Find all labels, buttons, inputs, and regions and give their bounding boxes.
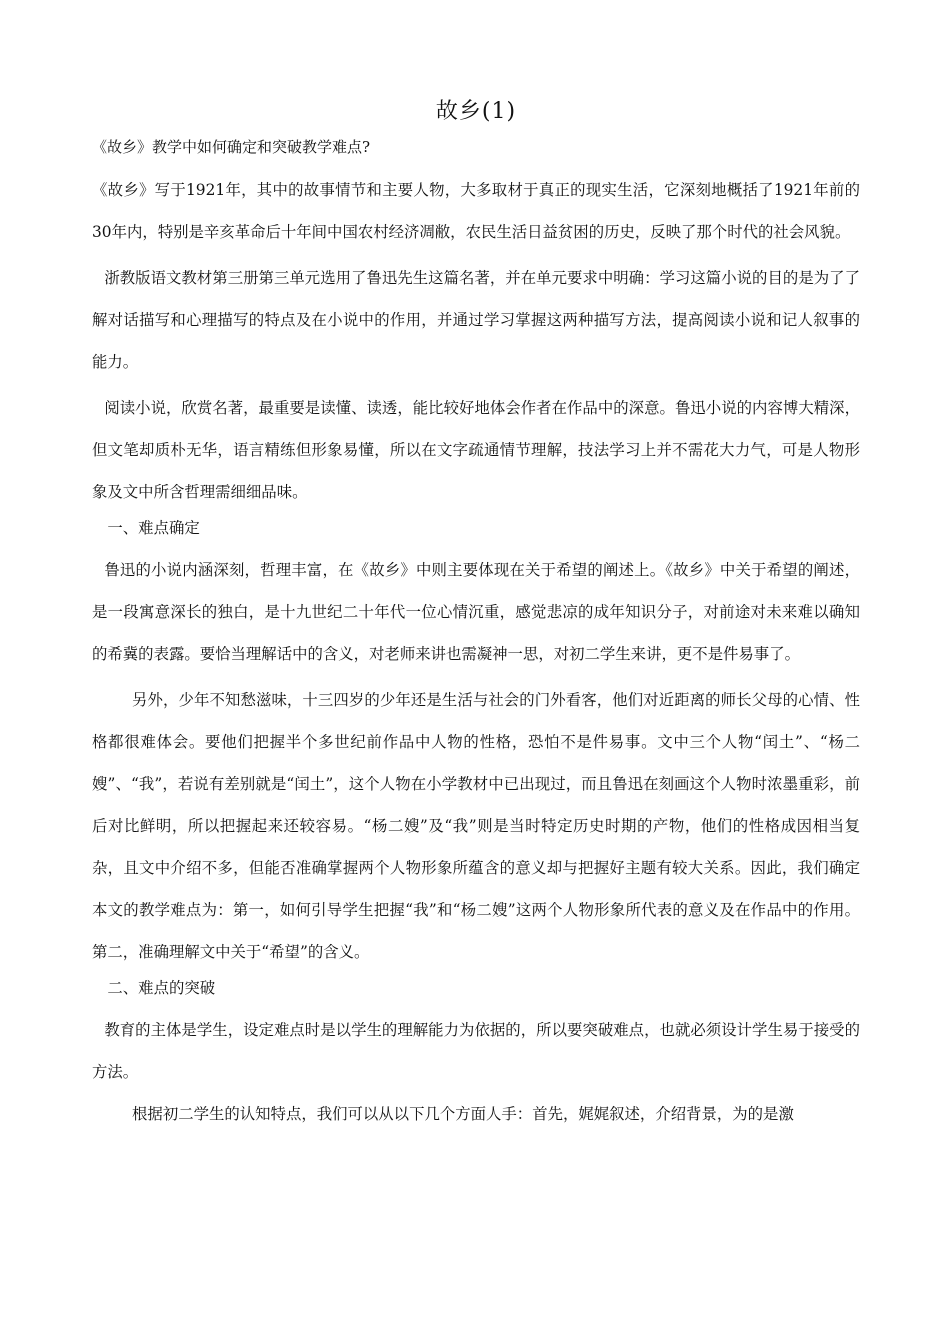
- section-heading-difficulty: 一、难点确定: [107, 519, 200, 537]
- paragraph-characters: 另外，少年不知愁滋味，十三四岁的少年还是生活与社会的门外看客，他们对近距离的师长父母的心情、性格都很难体会。要他们把握半个多世纪前作品中人物的性格，恐怕不是件易事。文中三个人物“闰土”、“杨二嫂”、“我”，若说有差别就是“闰土”，这个人物在小学教材中已出现过，而且鲁迅在刻画这个人物时浓墨重彩，前后对比鲜明，所以把握起来还较容易。“杨二嫂”及“我”则是当时特定历史时期的产物，他们的性格成因相当复杂，且文中介绍不多，但能否准确掌握两个人物形象所蕴含的意义却与把握好主题有较大关系。因此，我们确定本文的教学难点为：第一，如何引导学生把握“我”和“杨二嫂”这两个人物形象所代表的意义及在作品中的作用。第二，准确理解文中关于“希望”的含义。: [92, 691, 860, 961]
- paragraph-hope: 鲁迅的小说内涵深刻，哲理丰富，在《故乡》中则主要体现在关于希望的阐述上。《故乡》中关于希望的阐述，是一段寓意深长的独白，是十九世纪二十年代一位心情沉重，感觉悲凉的成年知识分子，对前途对未来难以确知的希冀的表露。要恰当理解话中的含义，对老师来讲也需凝神一思，对初二学生来讲，更不是件易事了。: [92, 561, 860, 663]
- paragraph-approach: 根据初二学生的认知特点，我们可以从以下几个方面人手：首先，娓娓叙述，介绍背景，为的是激: [132, 1105, 794, 1123]
- section-heading-breakthrough: 二、难点的突破: [107, 979, 216, 997]
- document-subtitle: 《故乡》教学中如何确定和突破教学难点?: [92, 138, 371, 156]
- paragraph-reading: 阅读小说，欣赏名著，最重要是读懂、读透，能比较好地体会作者在作品中的深意。鲁迅小说的内容博大精深，但文笔却质朴无华，语言精练但形象易懂，所以在文字疏通情节理解，技法学习上并不需花大力气，可是人物形象及文中所含哲理需细细品味。: [92, 399, 860, 501]
- document-title: 故乡(1): [435, 99, 517, 124]
- paragraph-students: 教育的主体是学生，设定难点时是以学生的理解能力为依据的，所以要突破难点，也就必须设计学生易于接受的方法。: [92, 1021, 860, 1081]
- paragraph-background: 《故乡》写于1921年，其中的故事情节和主要人物，大多取材于真正的现实生活，它深刻地概括了1921年前的30年内，特别是辛亥革命后十年间中国农村经济凋敝，农民生活日益贫困的历史，反映了那个时代的社会风貌。: [92, 181, 860, 241]
- document-page: [92, 95, 860, 1135]
- paragraph-textbook: 浙教版语文教材第三册第三单元选用了鲁迅先生这篇名著，并在单元要求中明确：学习这篇小说的目的是为了了解对话描写和心理描写的特点及在小说中的作用，并通过学习掌握这两种描写方法，提高阅读小说和记人叙事的能力。: [92, 269, 860, 371]
